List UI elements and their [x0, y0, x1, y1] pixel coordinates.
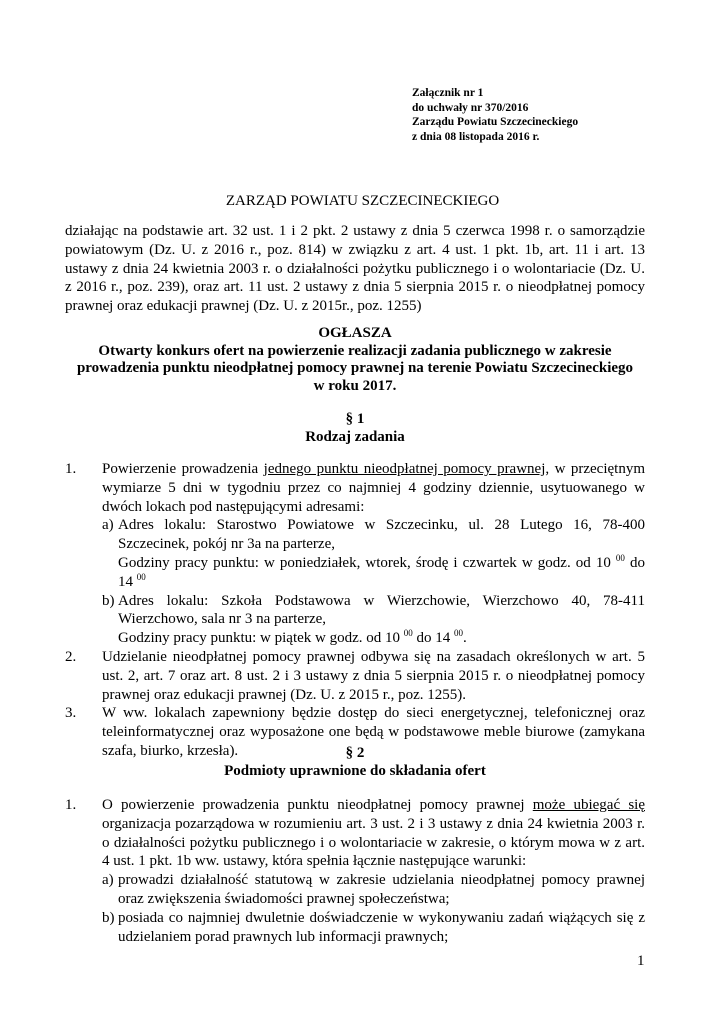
annex-line-2: do uchwały nr 370/2016: [412, 101, 529, 114]
section-1-heading: [65, 411, 645, 446]
section-1-number: § 1: [345, 411, 365, 427]
item-number: 1.: [65, 461, 77, 477]
sub-item-letter: a): [102, 872, 114, 889]
sub-item-b: [102, 909, 645, 947]
section-2-list: [65, 796, 645, 946]
list-item: [65, 460, 645, 648]
underlined-text: może ubiegać się: [532, 797, 645, 813]
hours-superscript: 00: [454, 628, 464, 639]
announcement-heading: OGŁASZA: [318, 325, 392, 341]
item-text: , w przeciętnym wymiarze 5 dni w tygodniu przez co najmniej 4 godziny dziennie, usytuowanego w dwóch lokach pod następującymi adresami:: [102, 461, 645, 515]
section-2-number: § 2: [345, 745, 365, 761]
hours-superscript: 00: [403, 628, 413, 639]
item-text: W ww. lokalach zapewniony będzie dostęp do sieci energetycznej, telefonicznej oraz teleinformatycznej oraz wyposażone one będą w podstawowe meble biurowe (zamykana szafa, biurko, krzesła).: [102, 705, 645, 759]
announcement-block: [65, 325, 645, 395]
item-number: 1.: [65, 797, 77, 813]
hours-text: do 14: [412, 630, 451, 647]
annex-line-4: z dnia 08 listopada 2016 r.: [412, 130, 540, 143]
office-hours: [118, 629, 645, 648]
annex-line-1: Załącznik nr 1: [412, 87, 484, 99]
sub-item-text: Adres lokalu: Starostwo Powiatowe w Szczecinku, ul. 28 Lutego 16, 78-400 Szczecinek, pokój nr 3a na parterze,: [118, 517, 645, 553]
hours-superscript: 00: [136, 571, 146, 582]
hours-text: .: [463, 630, 467, 647]
sub-item-letter: b): [102, 592, 115, 609]
sub-item-text: Adres lokalu: Szkoła Podstawowa w Wierzchowie, Wierzchowo 40, 78-411 Wierzchowo, sala nr 3 na parterze,: [118, 592, 645, 628]
sub-item-text: prowadzi działalność statutową w zakresie udzielania nieodpłatnej pomocy prawnej oraz zwiększenia świadomości prawnej społeczeństwa;: [118, 872, 645, 907]
item-text: organizacja pozarządowa w rozumieniu art. 3 ust. 2 i 3 ustawy z dnia 24 kwietnia 2003 r. o działalności pożytku publicznego i o wolontariacie w zakresie, o którym mowa w z art. 4 ust. 1 pkt. 1b ww. ustawy, która spełnia łącznie następujące warunki:: [102, 815, 645, 870]
item-text: Udzielanie nieodpłatnej pomocy prawnej odbywa się na zasadach określonych w art. 5 ust. 2, art. 7 oraz art. 8 ust. 2 i 3 ustawy z dnia 5 sierpnia 2015 r. o nieodpłatnej pomocy prawnej oraz edukacji prawnej (Dz. U. z 2015 r., poz. 1255).: [102, 648, 645, 703]
announcement-line-2: prowadzenia punktu nieodpłatnej pomocy prawnej na terenie Powiatu Szczecineckiego: [76, 360, 634, 376]
underlined-text: jednego punktu nieodpłatnej pomocy prawnej: [263, 461, 546, 477]
section-1-title: Rodzaj zadania: [305, 428, 405, 445]
sub-item-a: [102, 871, 645, 909]
list-item: [65, 648, 645, 704]
hours-text: Godziny pracy punktu: w piątek w godz. od 10: [118, 630, 401, 647]
page-number: 1: [637, 953, 645, 969]
section-2-title: Podmioty uprawnione do składania ofert: [224, 762, 486, 779]
section-2-heading: [65, 745, 645, 780]
item-number: 3.: [65, 705, 77, 722]
sub-item-text: posiada co najmniej dwuletnie doświadczenie w wykonywaniu zadań wiążących się z udzielaniem porad prawnych lub informacji prawnych;: [118, 909, 645, 945]
section-1-list: [65, 460, 645, 761]
announcement-line-1: Otwarty konkurs ofert na powierzenie realizacji zadania publicznego w zakresie: [98, 342, 612, 359]
sub-item-letter: b): [102, 909, 115, 926]
preamble-paragraph: działając na podstawie art. 32 ust. 1 i 2 pkt. 2 ustawy z dnia 5 czerwca 1998 r. o samorządzie powiatowym (Dz. U. z 2016 r., poz. 814) w związku z art. 4 ust. 1 pkt. 1b, art. 11 i art. 13 ustawy z dnia 24 kwietnia 2003 r. o działalności pożytku publicznego i o wolontariacie (Dz. U. z 2016 r., poz. 239), oraz art. 11 ust. 2 ustawy z dnia 5 sierpnia 2015 r. o nieodpłatnej pomocy prawnej oraz edukacji prawnej (Dz. U. z 2015r., poz. 1255): [65, 223, 645, 315]
hours-superscript: 00: [615, 552, 625, 563]
document-title: ZARZĄD POWIATU SZCZECINECKIEGO: [225, 193, 500, 209]
sub-item-letter: a): [102, 517, 114, 534]
item-text: Powierzenie prowadzenia: [102, 461, 264, 477]
sub-item-b: [102, 592, 645, 648]
list-item: [65, 796, 645, 946]
item-number: 2.: [65, 648, 77, 665]
annex-header: [412, 86, 578, 144]
hours-text: do 14: [118, 554, 645, 590]
office-hours: [118, 554, 645, 592]
announcement-line-3: w roku 2017.: [313, 377, 397, 394]
sub-item-a: [102, 516, 645, 591]
annex-line-3: Zarządu Powiatu Szczecineckiego: [412, 116, 579, 129]
item-text: O powierzenie prowadzenia punktu nieodpłatnej pomocy prawnej: [102, 797, 533, 813]
hours-text: Godziny pracy punktu: w poniedziałek, wtorek, środę i czwartek w godz. od 10: [118, 554, 611, 571]
